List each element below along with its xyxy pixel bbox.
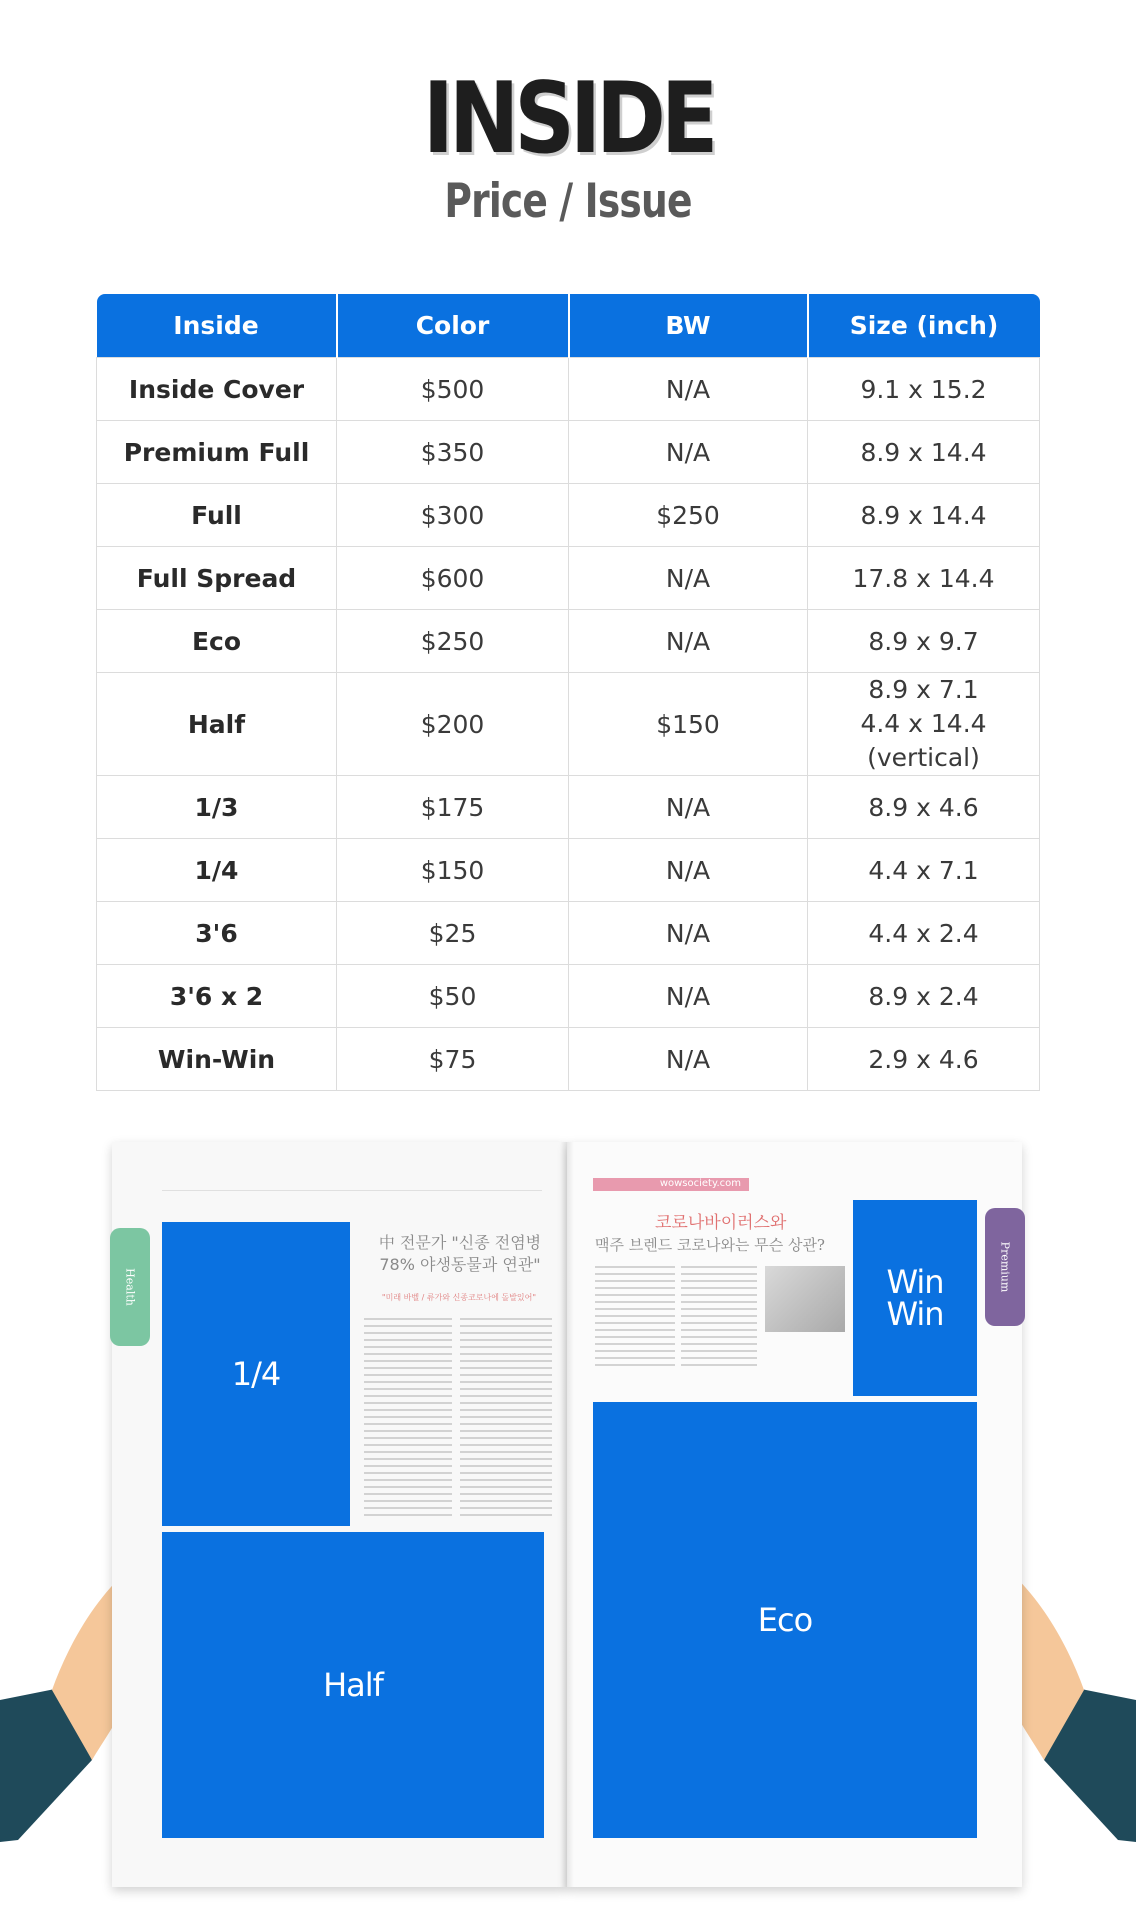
size-line: 8.9 x 7.1 [868, 675, 979, 704]
eco-ad: Eco [593, 1402, 977, 1838]
article-text [595, 1266, 675, 1366]
color-price: $350 [337, 421, 569, 484]
table-row [97, 839, 1040, 902]
page-subtitle: Price / Issue [444, 174, 692, 229]
column-header-bw: BW [569, 294, 808, 358]
color-price: $300 [337, 484, 569, 547]
table-row [97, 673, 1040, 776]
row-name: Half [97, 673, 337, 776]
size-value: 4.4 x 2.4 [808, 902, 1040, 965]
page-title: INSIDE [422, 62, 714, 176]
size-value: 8.9 x 2.4 [808, 965, 1040, 1028]
table-row [97, 484, 1040, 547]
win-win-ad: Win Win [853, 1200, 977, 1396]
color-price: $50 [337, 965, 569, 1028]
magazine-left-page [112, 1142, 567, 1887]
right-headline-red: 코로나바이러스와 [655, 1213, 787, 1233]
left-subhead: "미래 바벨 / 류가와 신종코로나에 돌발있어" [381, 1293, 537, 1302]
size-value: 8.9 x 9.7 [808, 610, 1040, 673]
half-page-ad: Half [162, 1532, 544, 1838]
bw-price: N/A [569, 1028, 808, 1091]
page-header-rule [162, 1182, 542, 1191]
quarter-page-ad: 1/4 [162, 1222, 350, 1526]
size-value: 8.9 x 14.4 [808, 484, 1040, 547]
bw-price: N/A [569, 776, 808, 839]
article-text [460, 1318, 552, 1518]
color-price: $175 [337, 776, 569, 839]
magazine-illustration [0, 1120, 1136, 1900]
row-name: Eco [97, 610, 337, 673]
size-line-vertical: 4.4 x 14.4 (vertical) [860, 709, 987, 772]
color-price: $250 [337, 610, 569, 673]
magazine-spine [560, 1142, 574, 1887]
table-row [97, 776, 1040, 839]
size-value: 17.8 x 14.4 [808, 547, 1040, 610]
bw-price: $150 [569, 673, 808, 776]
size-value: 8.9 x 14.4 [808, 421, 1040, 484]
color-price: $75 [337, 1028, 569, 1091]
size-value: 9.1 x 15.2 [808, 358, 1040, 421]
row-name: Inside Cover [97, 358, 337, 421]
row-name: 1/4 [97, 839, 337, 902]
size-value: 8.9 x 4.6 [808, 776, 1040, 839]
row-name: 3'6 [97, 902, 337, 965]
bw-price: N/A [569, 358, 808, 421]
health-tab: Health [110, 1228, 150, 1346]
url-banner: wowsociety.com [593, 1178, 749, 1191]
table-row [97, 902, 1040, 965]
table-row [97, 358, 1040, 421]
color-price: $25 [337, 902, 569, 965]
column-header-size: Size (inch) [808, 294, 1040, 358]
row-name: Win-Win [97, 1028, 337, 1091]
magazine-right-page [567, 1142, 1022, 1887]
table-row [97, 965, 1040, 1028]
bw-price: N/A [569, 547, 808, 610]
column-header-color: Color [337, 294, 569, 358]
table-row [97, 610, 1040, 673]
table-row [97, 547, 1040, 610]
article-text [681, 1266, 757, 1366]
price-table [96, 294, 1040, 1091]
column-header-inside: Inside [97, 294, 337, 358]
size-value [808, 673, 1040, 776]
table-row [97, 1028, 1040, 1091]
color-price: $500 [337, 358, 569, 421]
article-text [364, 1318, 452, 1518]
bw-price: N/A [569, 902, 808, 965]
row-name: Full Spread [97, 547, 337, 610]
size-value: 4.4 x 7.1 [808, 839, 1040, 902]
bw-price: N/A [569, 839, 808, 902]
bw-price: N/A [569, 421, 808, 484]
right-headline-grey: 맥주 브렌드 코로나와는 무슨 상관? [595, 1236, 825, 1254]
bw-price: N/A [569, 610, 808, 673]
row-name: Full [97, 484, 337, 547]
article-photo [765, 1266, 845, 1332]
table-header-row [97, 294, 1040, 358]
left-headline: 中 전문가 "신종 전염병 78% 야생동물과 연관" [378, 1233, 542, 1274]
premium-tab: Premium [985, 1208, 1025, 1326]
row-name: 3'6 x 2 [97, 965, 337, 1028]
table-row [97, 421, 1040, 484]
row-name: Premium Full [97, 421, 337, 484]
bw-price: $250 [569, 484, 808, 547]
size-value: 2.9 x 4.6 [808, 1028, 1040, 1091]
color-price: $600 [337, 547, 569, 610]
color-price: $150 [337, 839, 569, 902]
bw-price: N/A [569, 965, 808, 1028]
row-name: 1/3 [97, 776, 337, 839]
color-price: $200 [337, 673, 569, 776]
